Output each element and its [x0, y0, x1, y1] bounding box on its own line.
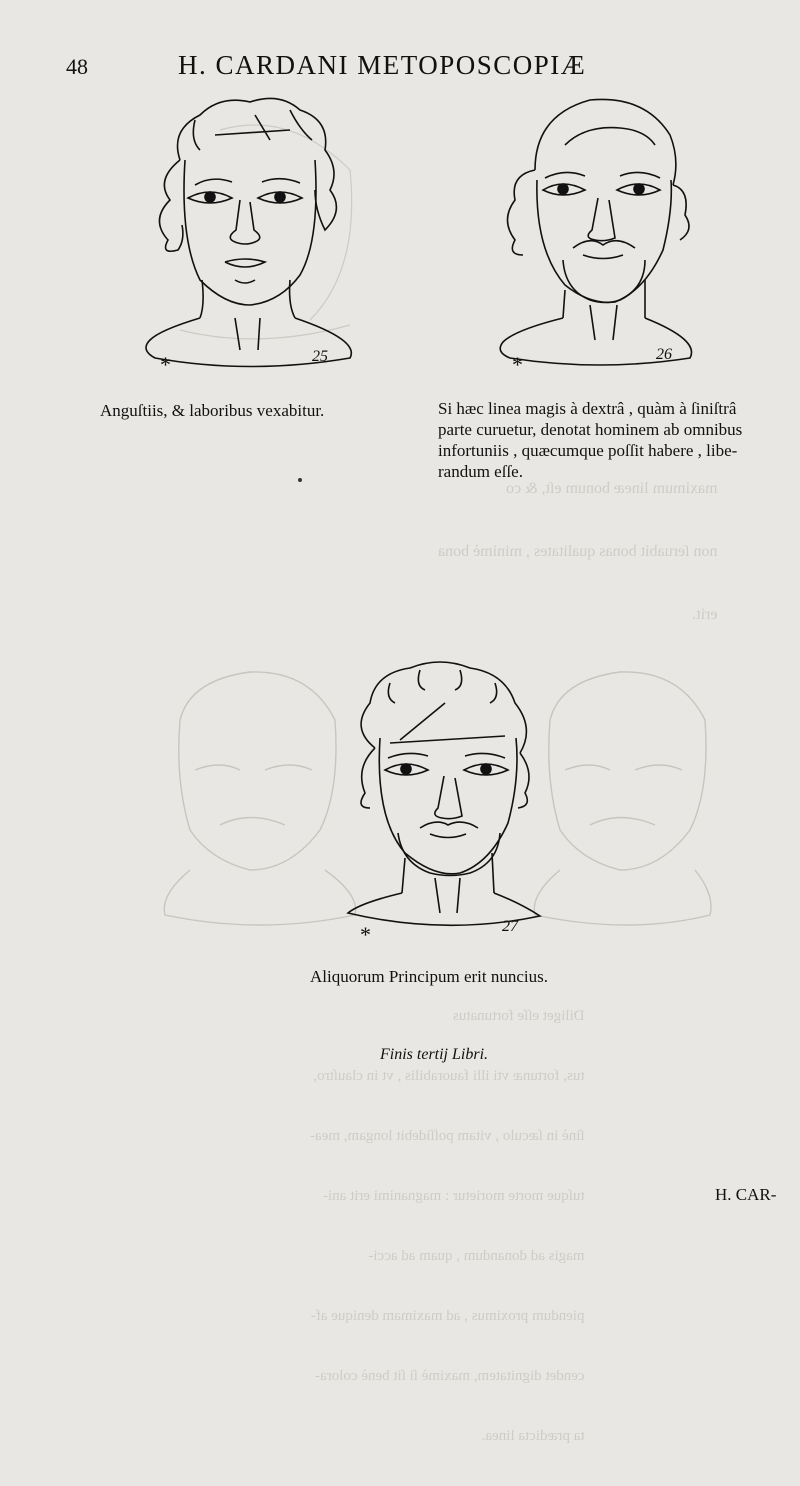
ghost-line: cendet dignitatem, maximè ſi ſit benè colora-: [315, 1368, 585, 1384]
show-through-lower: [310, 966, 585, 1486]
catchword: H. CAR-: [715, 1185, 777, 1204]
ghost-line: tus, fortunæ vti illi fauorabilis , vt in clauſtro,: [313, 1068, 585, 1084]
caption-line: Si hæc linea magis à dextrâ , quàm à ſiniſtrâ: [438, 399, 737, 418]
ghost-line: erit.: [692, 606, 718, 623]
caption-line: randum eſſe.: [438, 462, 523, 481]
figure-25-face-illustration: [140, 90, 370, 380]
ghost-line: ſinè in ſæculo , vitam poſſidebit longam, mea-: [310, 1128, 585, 1144]
printer-mark-dot: [298, 478, 302, 482]
figure-26-number: 26: [656, 346, 672, 363]
figure-27-star: *: [360, 922, 371, 947]
ghost-line: Diliget eſſe fortunatus: [452, 1008, 585, 1024]
figure-27-face-illustration: [340, 658, 550, 938]
figure-25-number: 25: [312, 348, 328, 365]
ghost-line: non ſeruabit bonas qualitates , minimè bona: [438, 543, 718, 560]
ghost-line: tuſque morte morietur : magnanimi erit ani-: [322, 1188, 585, 1204]
ghost-line: piendum proximus , ad maximam denique af-: [310, 1308, 585, 1324]
caption-figure-25: Anguſtiis, & laboribus vexabitur.: [100, 401, 325, 420]
caption-figure-27: Aliquorum Principum erit nuncius.: [310, 967, 548, 986]
ghost-line: magis ad donandum , quam ad acci-: [368, 1248, 585, 1264]
figure-26-star: *: [512, 352, 523, 377]
caption-line: infortuniis , quæcumque poſſit habere , libe-: [438, 441, 738, 460]
figure-25-star: *: [160, 352, 171, 377]
figure-26-face-illustration: [495, 90, 705, 370]
figure-27-number: 27: [502, 918, 518, 935]
running-title: H. CARDANI METOPOSCOPIÆ: [178, 50, 587, 80]
page-number: 48: [66, 54, 88, 79]
caption-figure-26: [438, 398, 788, 482]
finis-line: Finis tertij Libri.: [380, 1046, 489, 1063]
caption-line: parte curuetur, denotat hominem ab omnibus: [438, 420, 743, 439]
ghost-line: maximum lineæ bonum eſt, & co: [505, 480, 718, 497]
ghost-line: ta prædicta linea.: [481, 1428, 585, 1444]
